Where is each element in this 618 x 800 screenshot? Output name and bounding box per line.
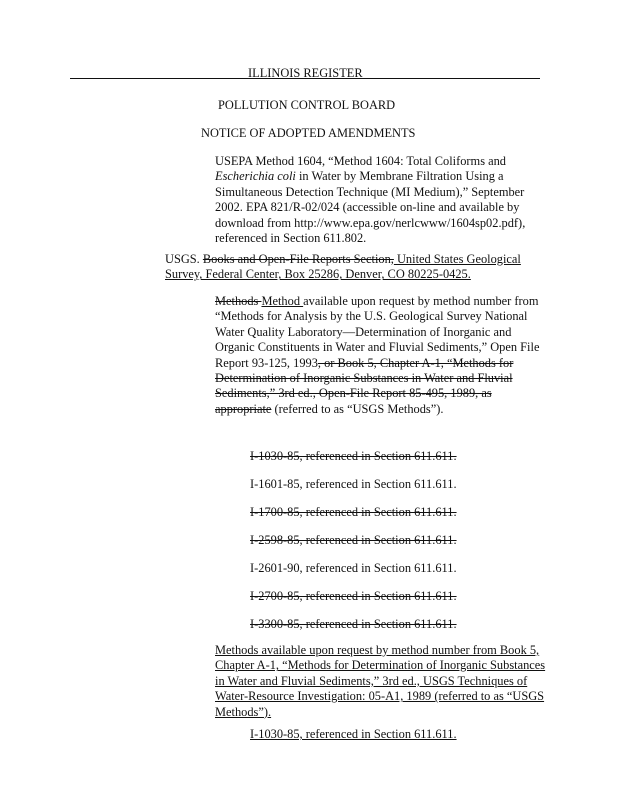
book5-paragraph — [215, 643, 545, 720]
notice-title: NOTICE OF ADOPTED AMENDMENTS — [201, 126, 416, 140]
methods-line: “Methods for Analysis by the U.S. Geological Survey National — [215, 309, 528, 324]
ref-i-2700-85: I-2700-85, referenced in Section 611.611. — [250, 589, 457, 603]
deleted-text: Books and Open-File Reports Section, — [202, 252, 394, 266]
methods-line: Determination of Inorganic Substances in Water and Fluvial — [215, 371, 513, 386]
usepa-line: referenced in Section 611.802. — [215, 231, 367, 246]
methods-line: Sediments,” 3rd ed., Open-File Report 85-495, 1989, as — [215, 386, 492, 401]
usepa-line: Simultaneous Detection Technique (MI Medium),” September — [215, 184, 525, 199]
ref-i-1601-85: I-1601-85, referenced in Section 611.611. — [250, 477, 457, 491]
book5-line: in Water and Fluvial Sediments,” 3rd ed., USGS Techniques of — [215, 673, 528, 688]
methods-line: appropriate (referred to as “USGS Methods”). — [215, 401, 444, 416]
usgs-paragraph — [165, 252, 521, 283]
ref-i-3300-85: I-3300-85, referenced in Section 611.611. — [250, 617, 457, 631]
inserted-text: United States Geological — [393, 252, 521, 266]
ref-i-1700-85: I-1700-85, referenced in Section 611.611. — [250, 505, 457, 519]
ref-i-2598-85: I-2598-85, referenced in Section 611.611. — [250, 533, 457, 547]
final-ref-i-1030-85: I-1030-85, referenced in Section 611.611. — [250, 727, 457, 741]
board-title: POLLUTION CONTROL BOARD — [218, 98, 396, 112]
book5-line: Methods available upon request by method number from Book 5, — [215, 643, 540, 657]
book5-line: Water-Resource Investigation: 05-A1, 1989 (referred to as “USGS — [215, 689, 545, 704]
ref-i-1030-85: I-1030-85, referenced in Section 611.611. — [250, 449, 457, 463]
usepa-line: 2002. EPA 821/R-02/024 (accessible on-line and available by — [215, 200, 520, 215]
usepa-method-paragraph — [215, 154, 525, 246]
header-rule — [70, 78, 540, 79]
usgs-line: Survey, Federal Center, Box 25286, Denver, CO 80225-0425. — [165, 267, 471, 282]
methods-line: Methods Method available upon request by method number from — [215, 294, 539, 308]
methods-paragraph — [215, 294, 539, 417]
methods-line: Water Quality Laboratory—Determination of Inorganic and — [215, 324, 512, 339]
book5-line: Methods”). — [215, 704, 272, 719]
usgs-line: USGS. Books and Open-File Reports Section, United States Geological — [165, 252, 521, 266]
usepa-line: download from http://www.epa.gov/nerlcwww/1604sp02.pdf), — [215, 215, 526, 230]
methods-line: Organic Constituents in Water and Fluvial Sediments,” Open File — [215, 340, 540, 355]
methods-line: Report 93-125, 1993, or Book 5, Chapter A-1, “Methods for — [215, 355, 514, 370]
ref-i-2601-90: I-2601-90, referenced in Section 611.611. — [250, 561, 457, 575]
species-name: Escherichia coli — [215, 169, 296, 184]
usepa-line: USEPA Method 1604, “Method 1604: Total Coliforms and — [215, 154, 507, 168]
register-title: ILLINOIS REGISTER — [248, 66, 363, 80]
usepa-line: Escherichia coli in Water by Membrane Filtration Using a — [215, 169, 504, 184]
book5-line: Chapter A-1, “Methods for Determination of Inorganic Substances — [215, 658, 546, 673]
